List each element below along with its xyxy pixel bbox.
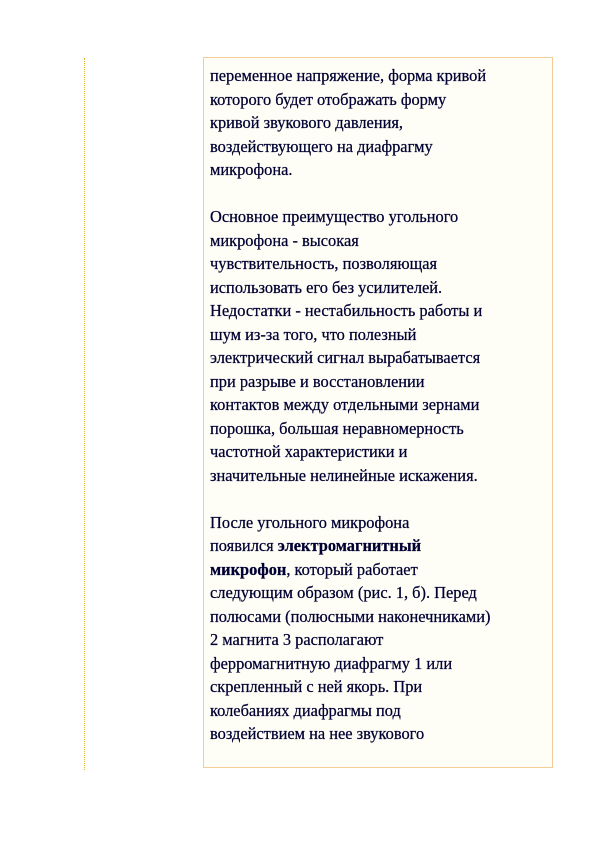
text-line: контактов между отдельными зернами: [210, 395, 480, 414]
text-frame: [203, 57, 553, 768]
text-line: 2 магнита 3 располагают: [210, 630, 384, 649]
text-line: [210, 534, 546, 558]
text-line: скрепленный с ней якорь. При: [210, 677, 423, 696]
text-line: шум из-за того, что полезный: [210, 324, 417, 344]
text-line: частотной характеристики и: [210, 442, 408, 461]
text-line: которого будет отображать форму: [210, 89, 447, 109]
paragraph-gap: [210, 182, 546, 206]
text-line: микрофона.: [210, 160, 293, 179]
text-line: Основное преимущество угольного: [210, 207, 459, 226]
text-line: порошка, большая неравномерность: [210, 418, 464, 438]
text-span: , который работает: [286, 559, 418, 579]
text-line: использовать его без усилителей.: [210, 277, 443, 297]
text-line: при разрыве и восстановлении: [210, 371, 425, 391]
text-span: появился: [210, 536, 278, 555]
text-line: следующим образом (рис. 1, б). Перед: [210, 583, 477, 602]
bold-term: электромагнитный: [277, 536, 422, 555]
text-line: воздействующего на диафрагму: [210, 136, 433, 156]
text-line: электрический сигнал вырабатывается: [210, 348, 481, 367]
text-line: кривой звукового давления,: [210, 113, 403, 132]
text-line: После угольного микрофона: [210, 512, 410, 532]
text-line: микрофона - высокая: [210, 230, 359, 250]
text-line: полюсами (полюсными наконечниками): [210, 606, 491, 626]
text-line: Недостатки - нестабильность работы и: [210, 301, 483, 320]
margin-guide-line: [84, 58, 85, 770]
text-line: ферромагнитную диафрагму 1 или: [210, 653, 453, 673]
text-line: колебаниях диафрагмы под: [210, 700, 401, 720]
text-line: воздействием на нее звукового: [210, 724, 425, 743]
text-line: значительные нелинейные искажения.: [210, 465, 478, 485]
paragraph-3: [210, 511, 546, 746]
paragraph-2: [210, 205, 546, 487]
bold-term: микрофон: [210, 559, 287, 579]
paragraph-gap: [210, 487, 546, 511]
text-line: [210, 558, 546, 582]
text-line: чувствительность, позволяющая: [210, 254, 438, 273]
text-line: переменное напряжение, форма кривой: [210, 66, 487, 85]
paragraph-1: [210, 64, 546, 182]
